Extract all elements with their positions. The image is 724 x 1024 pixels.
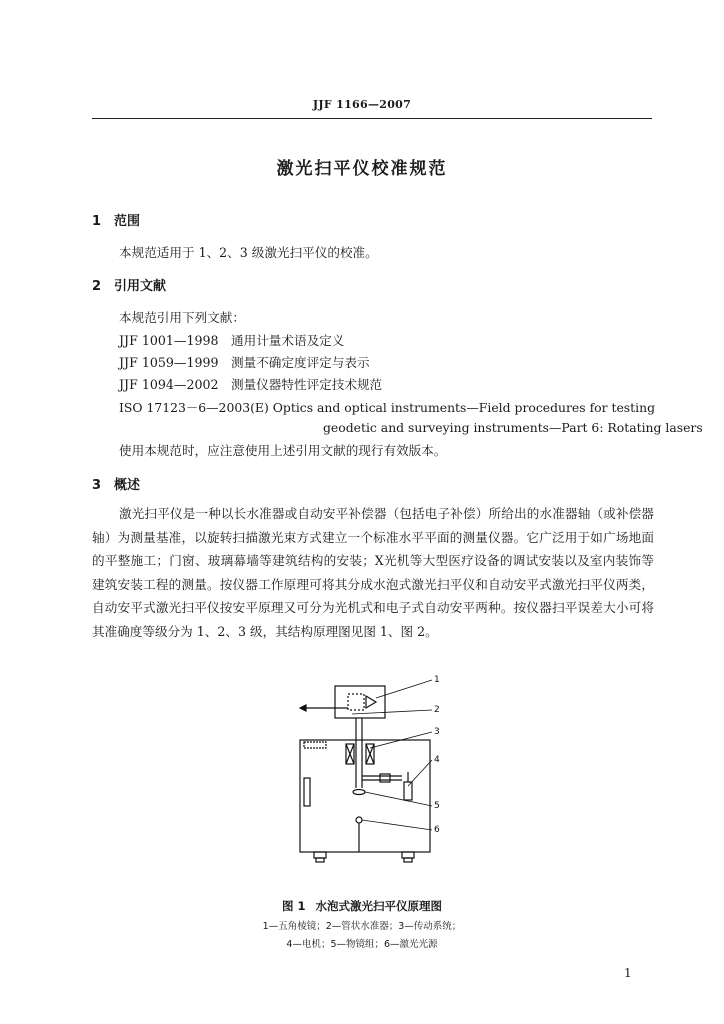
figure-caption (0, 898, 724, 914)
pentaprism (348, 694, 364, 710)
figure-legend-line-2: 4—电机；5—物镜组；6—激光光源 (286, 939, 438, 950)
section-heading-overview (92, 474, 140, 493)
main-case (300, 740, 430, 852)
level-vial (304, 742, 326, 748)
reference-iso-line-2: geodetic and surveying instruments—Part 6: Rotating lasers (323, 420, 703, 435)
document-title: 激光扫平仪校准规范 (276, 159, 448, 179)
section-title: 概述 (114, 478, 141, 493)
callout-label-1: 1 (434, 675, 440, 685)
section-number: 2 (92, 279, 102, 294)
callout-label-2: 2 (434, 705, 440, 715)
figure-1-diagram (290, 668, 450, 878)
callout-leader (408, 760, 432, 786)
callout-label-6: 6 (434, 825, 440, 835)
figure-legend-line-1: 1—五角棱镜；2—管状水准器；3—传动系统； (262, 921, 462, 932)
section-number: 3 (92, 478, 102, 493)
references-closing: 使用本规范时，应注意使用上述引用文献的现行有效版本。 (119, 443, 447, 458)
reference-item (119, 376, 382, 394)
reference-title: 测量不确定度评定与表示 (231, 355, 370, 370)
callout-label-4: 4 (434, 755, 440, 765)
references-intro: 本规范引用下列文献： (119, 310, 245, 325)
reference-item (119, 332, 344, 350)
scope-paragraph: 本规范适用于 1、2、3 级激光扫平仪的校准。 (119, 245, 378, 260)
reference-title: 测量仪器特性评定技术规范 (231, 377, 383, 392)
section-number: 1 (92, 214, 102, 229)
reference-code: JJF 1094—2002 (119, 377, 219, 392)
callout-label-3: 3 (434, 727, 440, 737)
section-title: 范围 (114, 214, 141, 229)
instrument-body (300, 680, 432, 862)
objective-lens (353, 790, 365, 795)
left-foot-base (316, 858, 324, 862)
overview-paragraph: 激光扫平仪是一种以长水准器或自动安平补偿器（包括电子补偿）所给出的水准器轴（或补偿器轴）为测量基准，以旋转扫描激光束方式建立一个标准水平平面的测量仪器。它广泛用于如广场地面的平整施工；门窗、玻璃幕墙等建筑结构的安装；X光机等大型医疗设备的调试安装以及室内装饰等建筑安装工程的测量。按仪器工作原理可将其分成水泡式激光扫平仪和自动安平式激光扫平仪两类，自动安平式激光扫平仪按安平原理又可分为光机式和电子式自动安平两种。按仪器扫平误差大小可将其准确度等级分为 1、2、3 级，其结构原理图见图 1、图 2。 (92, 506, 654, 639)
header-rule (92, 118, 652, 119)
figure-number: 图 1 (281, 899, 306, 913)
section-title: 引用文献 (114, 279, 167, 294)
left-foot (314, 852, 326, 858)
right-foot (402, 852, 414, 858)
callout-leader (365, 792, 432, 806)
reference-item (119, 354, 370, 372)
page-number: 1 (624, 966, 632, 980)
prism-face (366, 696, 376, 708)
reference-title: 通用计量术语及定义 (231, 333, 345, 348)
reference-code: JJF 1001—1998 (119, 333, 219, 348)
belt-pulley (380, 774, 390, 782)
figure-title: 水泡式激光扫平仪原理图 (315, 899, 442, 913)
side-window (304, 778, 310, 806)
callout-label-5: 5 (434, 801, 440, 811)
right-foot-base (404, 858, 412, 862)
section-heading-references (92, 275, 166, 294)
laser-source-dot (356, 817, 362, 823)
callout-leader (376, 680, 432, 698)
standard-code: JJF 1166—2007 (312, 98, 412, 111)
section-heading-scope (92, 210, 140, 229)
reference-code: JJF 1059—1999 (119, 355, 219, 370)
reference-iso-line-1: ISO 17123－6—2003(E) Optics and optical instruments—Field procedures for testing (119, 400, 655, 415)
motor (404, 782, 412, 800)
callout-leader (362, 820, 432, 830)
arrow-head (300, 705, 306, 711)
